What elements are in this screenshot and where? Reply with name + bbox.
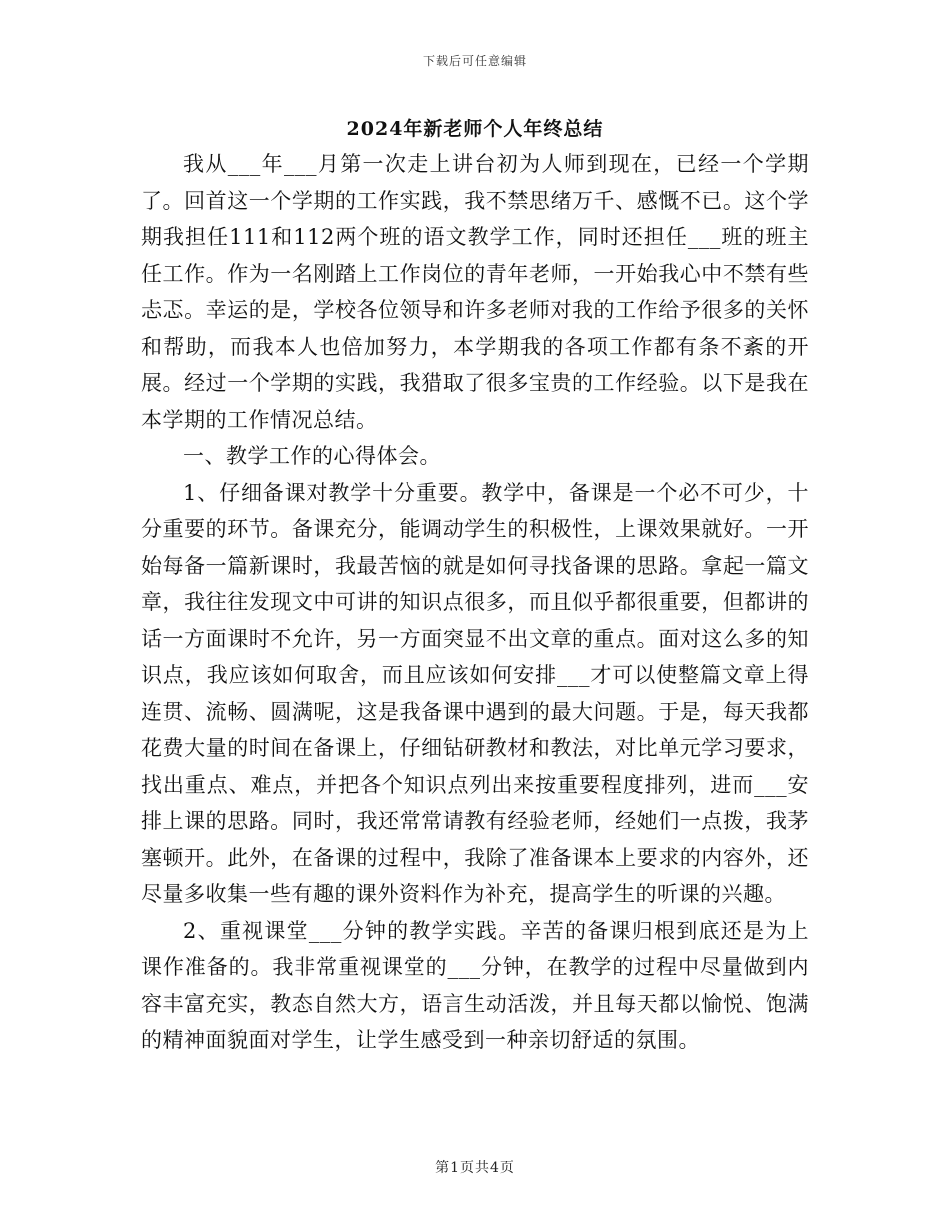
document-title: 2024年新老师个人年终总结 (346, 118, 604, 140)
paragraph-lesson-prep: 1、仔细备课对教学十分重要。教学中，备课是一个必不可少，十分重要的环节。备课充分，能调动学生的积极性，上课效果就好。一开始每备一篇新课时，我最苦恼的就是如何寻找备课的思路。拿起一篇文章，我往往发现文中可讲的知识点很多，而且似乎都很重要，但都讲的话一方面课时不允许，另一方面突显不出文章的重点。面对这么多的知识点，我应该如何取舍，而且应该如何安排___才可以使整篇文章上得连贯、流畅、圆满呢，这是我备课中遇到的最大问题。于是，每天我都花费大量的时间在备课上，仔细钻研教材和教法，对比单元学习要求，找出重点、难点，并把各个知识点列出来按重要程度排列，进而___安排上课的思路。同时，我还常常请教有经验老师，经她们一点拨，我茅塞顿开。此外，在备课的过程中，我除了准备课本上要求的内容外，还尽量多收集一些有趣的课外资料作为补充，提高学生的听课的兴趣。 (141, 480, 809, 906)
document-body (141, 146, 809, 1059)
header-note: 下载后可任意编辑 (422, 54, 527, 68)
paragraph-classroom: 2、重视课堂___分钟的教学实践。辛苦的备课归根到底还是为上课作准备的。我非常重视课堂的___分钟，在教学的过程中尽量做到内容丰富充实，教态自然大方，语言生动活泼，并且每天都以愉悦、饱满的精神面貌面对学生，让学生感受到一种亲切舒适的氛围。 (141, 918, 809, 1052)
paragraph-intro: 我从___年___月第一次走上讲台初为人师到现在，已经一个学期了。回首这一个学期的工作实践，我不禁思绪万千、感慨不已。这个学期我担任111和112两个班的语文教学工作，同时还担任___班的班主任工作。作为一名刚踏上工作岗位的青年老师，一开始我心中不禁有些忐忑。幸运的是，学校各位领导和许多老师对我的工作给予很多的关怀和帮助，而我本人也倍加努力，本学期我的各项工作都有条不紊的开展。经过一个学期的实践，我猎取了很多宝贵的工作经验。以下是我在本学期的工作情况总结。 (141, 152, 809, 432)
section-heading-teaching: 一、教学工作的心得体会。 (183, 444, 441, 468)
page-footer: 第1页共4页 (435, 1160, 515, 1176)
